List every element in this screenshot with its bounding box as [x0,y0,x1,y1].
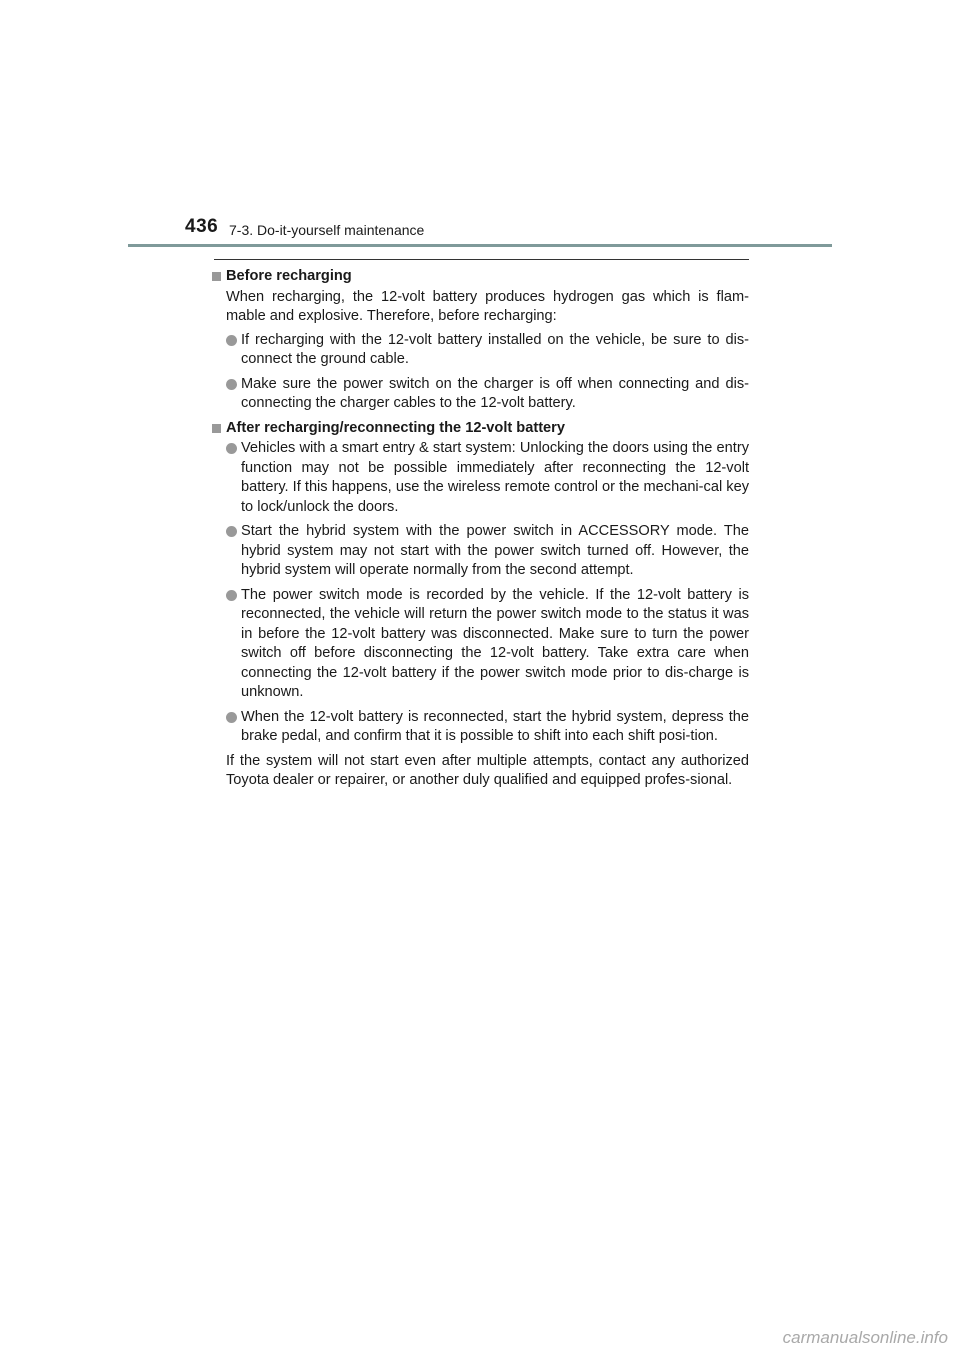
list-item-text: The power switch mode is recorded by the vehicle. If the 12-volt battery is reconnected, the vehicle will return the power switch mode to the status it was in before the 12-volt battery was disconnected. Make sure to turn the power switch off before disconnecting the 12-volt battery. Take extra care when connecting the 12-volt battery if the power switch mode prior to dis-charge is unknown. [241,586,749,700]
list-item [226,331,749,370]
list-item [226,708,749,747]
circle-bullet-icon [226,443,237,454]
content-top-rule [214,259,749,260]
page-number: 436 [185,216,219,237]
list-item [226,375,749,414]
square-bullet-icon [212,424,221,433]
list-item [226,522,749,581]
list-item [226,439,749,517]
circle-bullet-icon [226,379,237,390]
header-rule [128,244,832,247]
heading-after-recharging [211,419,749,439]
intro-paragraph: When recharging, the 12-volt battery produces hydrogen gas which is flam-mable and explosive. Therefore, before recharging: [226,288,749,324]
closing-paragraph: If the system will not start even after multiple attempts, contact any authorized Toyota dealer or repairer, or another duly qualified and equipped profes-sional. [226,752,749,788]
heading-before-recharging [211,267,749,287]
circle-bullet-icon [226,712,237,723]
heading-text: Before recharging [226,268,352,284]
section-title: 7-3. Do-it-yourself maintenance [229,222,425,238]
list-item [226,586,749,703]
list-item-text: When the 12-volt battery is reconnected, start the hybrid system, depress the brake pedal, and confirm that it is possible to shift into each shift posi-tion. [241,708,749,744]
circle-bullet-icon [226,526,237,537]
square-bullet-icon [212,272,221,281]
watermark: carmanualsonline.info [782,1328,948,1347]
list-item-text: Start the hybrid system with the power switch in ACCESSORY mode. The hybrid system may not start with the power switch turned off. However, the hybrid system will operate normally from the second attempt. [241,523,749,578]
circle-bullet-icon [226,335,237,346]
circle-bullet-icon [226,590,237,601]
list-item-text: If recharging with the 12-volt battery installed on the vehicle, be sure to dis-connect the ground cable. [241,331,749,367]
list-item-text: Make sure the power switch on the charger is off when connecting and dis-connecting the charger cables to the 12-volt battery. [241,375,749,411]
content-body [211,267,749,791]
list-item-text: Vehicles with a smart entry & start system: Unlocking the doors using the entry function may not be possible immediately after reconnecting the 12-volt battery. If this happens, use the wireless remote control or the mechani-cal key to lock/unlock the doors. [241,440,749,515]
heading-text: After recharging/reconnecting the 12-volt battery [226,419,565,436]
